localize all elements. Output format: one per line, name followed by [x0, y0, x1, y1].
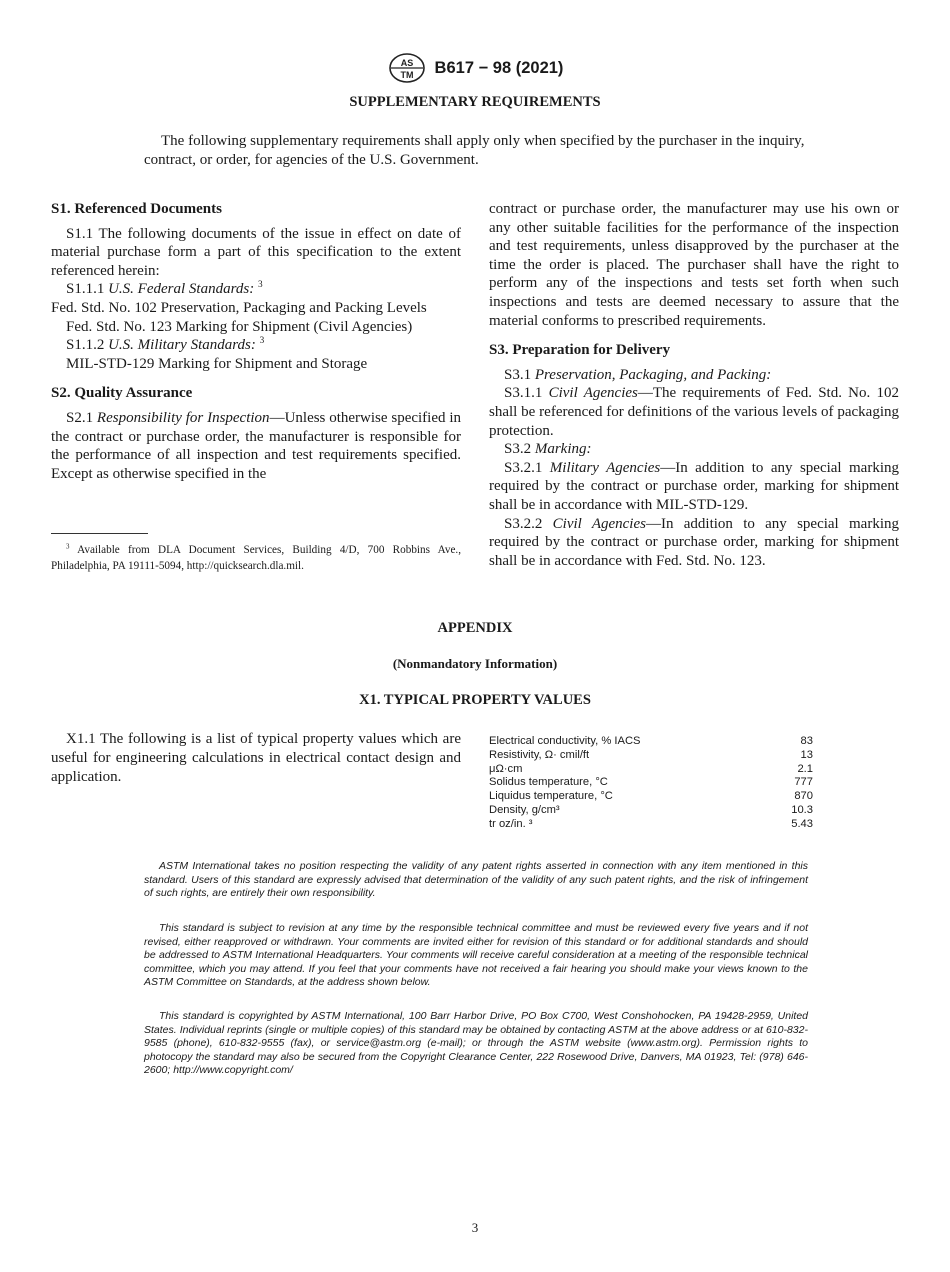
- property-label: Solidus temperature, °C: [489, 776, 608, 789]
- x1-1-paragraph: X1.1 The following is a list of typical property values which are useful for engineering calculations in electrical contact design and application.: [51, 731, 461, 785]
- s3-2-2-text: —In addition to any special marking required by the contract or purchase order, marking for shipment shall be in accordance with Fed. Std. No. 123.: [489, 515, 899, 569]
- s2-1-paragraph: [51, 409, 461, 483]
- mil-std-129: MIL-STD-129 Marking for Shipment and Storage: [66, 355, 368, 372]
- revision-notice-text: This standard is subject to revision at any time by the responsible technical committee and must be reviewed every five years and if not revised, either reapproved or withdrawn. Your comments are invited either for revision of this standard or for additional standards and should be addressed to ASTM International Headquarters. Your comments will receive careful consideration at a meeting of the responsible technical committee, which you may attend. If you feel that your comments have not received a fair hearing you should make your views known to the ASTM Committee on Standards, at the address shown below.: [144, 922, 808, 988]
- s3-2-1-paragraph: [489, 459, 899, 515]
- table-row: [489, 735, 815, 749]
- table-row: [489, 763, 815, 777]
- s3-2-2-paragraph: [489, 515, 899, 571]
- property-value: 5.43: [791, 817, 813, 830]
- patent-notice-text: ASTM International takes no position respecting the validity of any patent rights asserted in connection with any item mentioned in this standard. Users of this standard are expressly advised that determination of the validity of any such patent rights, and the risk of infringement of such rights, are entirely their own responsibility.: [144, 860, 808, 899]
- s3-2-1-text: —In addition to any special marking required by the contract or purchase order, marking for shipment shall be in accordance with MIL-STD-129.: [489, 459, 900, 513]
- fed-std-102: Fed. Std. No. 102 Preservation, Packaging and Packing Levels: [51, 299, 427, 316]
- property-value: 777: [794, 776, 813, 789]
- s3-1-paragraph: [489, 366, 899, 385]
- s3-2-number: S3.2: [504, 441, 532, 458]
- table-row: [489, 776, 815, 790]
- svg-text:TM: TM: [400, 70, 414, 80]
- s2-heading: S2. Quality Assurance: [51, 385, 193, 402]
- copyright-notice-text: This standard is copyrighted by ASTM International, 100 Barr Harbor Drive, PO Box C700, West Conshohocken, PA 19428-2959, United States. Individual reprints (single or multiple copies) of this standard may be obtained by contacting ASTM at the above address or at 610-832-9585 (phone), 610-832-9555 (fax), or service@astm.org (e-mail); or through the ASTM website (www.astm.org). Permission rights to photocopy the standard may also be secured from the Copyright Clearance Center, 222 Rosewood Drive, Danvers, MA 01923, Tel: (978) 646-2600; http://www.copyright.com/: [144, 1010, 808, 1076]
- property-label: tr oz/in. ³: [489, 817, 533, 830]
- table-row: [489, 818, 815, 832]
- footnote-text: Available from DLA Document Services, Building 4/D, 700 Robbins Ave., Philadelphia, PA 19111-5094, http://quicksearch.dla.mil.: [51, 544, 461, 572]
- s3-2-title: Marking:: [534, 441, 592, 458]
- s1-1-1-number: S1.1.1: [66, 281, 105, 298]
- supplementary-intro: The following supplementary requirements shall apply only when specified by the purchaser in the inquiry, contract, or order, for agencies of the U.S. Government.: [144, 133, 805, 168]
- s3-1-1-number: S3.1.1: [504, 385, 543, 402]
- table-row: [489, 749, 815, 763]
- x1-heading: X1. TYPICAL PROPERTY VALUES: [359, 692, 591, 708]
- footnote-divider: [51, 533, 148, 534]
- s2-1-text: —Unless otherwise specified in the contract or purchase order, the manufacturer is responsible for the performance of all inspection and test requirements specified. Except as otherwise specified in the: [51, 409, 461, 482]
- property-value: 10.3: [791, 803, 813, 816]
- s3-1-number: S3.1: [504, 366, 532, 383]
- s1-heading: S1. Referenced Documents: [51, 201, 222, 217]
- s3-1-title: Preservation, Packaging, and Packing:: [534, 366, 772, 383]
- s1-1-2-number: S1.1.2: [66, 337, 105, 354]
- property-label: μΩ·cm: [489, 762, 523, 775]
- left-column: [51, 200, 461, 483]
- fed-std-123: Fed. Std. No. 123 Marking for Shipment (Civil Agencies): [66, 318, 413, 335]
- s2-1-title: Responsibility for Inspection: [96, 409, 270, 426]
- property-table: [489, 735, 815, 832]
- s3-2-2-number: S3.2.2: [504, 515, 543, 532]
- footnote-mark: 3: [66, 542, 70, 551]
- s2-1-number: S2.1: [66, 409, 94, 426]
- table-row: [489, 804, 815, 818]
- footnote-ref: 3: [259, 336, 265, 347]
- svg-text:AS: AS: [400, 58, 413, 68]
- supplementary-title: SUPPLEMENTARY REQUIREMENTS: [349, 94, 601, 110]
- property-label: Liquidus temperature, °C: [489, 790, 613, 803]
- property-value: 870: [794, 790, 813, 803]
- property-label: Density, g/cm³: [489, 803, 560, 816]
- patent-notice: [144, 860, 808, 901]
- property-label: Electrical conductivity, % IACS: [489, 735, 641, 747]
- astm-logo-icon: [387, 52, 427, 84]
- standard-designation: B617 − 98 (2021): [434, 58, 564, 77]
- page-number: 3: [471, 1220, 479, 1235]
- s2-1-continuation: contract or purchase order, the manufacturer may use his own or any other suitable facilities for the performance of the inspection and test requirements, unless disapproved by the purchaser at the time the order is placed. The purchaser shall have the right to perform any of the inspections and tests set forth when such inspections and tests are deemed necessary to assure that the material conforms to prescribed requirements.: [489, 201, 899, 329]
- copyright-notice: [144, 1010, 808, 1078]
- property-value: 83: [800, 735, 813, 747]
- s3-2-1-number: S3.2.1: [504, 459, 543, 476]
- table-row: [489, 790, 815, 804]
- footnote-ref: 3: [257, 280, 263, 291]
- s3-1-1-text: —The requirements of Fed. Std. No. 102 shall be referenced for definitions of the various levels of packaging protection.: [489, 385, 900, 439]
- right-column: [489, 200, 899, 570]
- s1-1-paragraph: S1.1 The following documents of the issue in effect on date of material purchase form a part of this specification to the extent referenced herein:: [51, 225, 461, 279]
- s3-1-1-paragraph: [489, 384, 899, 440]
- footnote: [51, 543, 461, 574]
- s1-1-2-paragraph: [51, 336, 461, 355]
- appendix-subtitle: (Nonmandatory Information): [392, 656, 558, 671]
- property-value: 2.1: [797, 762, 813, 775]
- revision-notice: [144, 922, 808, 990]
- property-label: Resistivity, Ω· cmil/ft: [489, 748, 590, 761]
- s3-2-paragraph: [489, 440, 899, 459]
- s3-heading: S3. Preparation for Delivery: [489, 342, 671, 359]
- s1-1-1-paragraph: [51, 280, 461, 299]
- property-value: 13: [800, 748, 813, 761]
- appendix-title: APPENDIX: [437, 620, 513, 636]
- page-header: [0, 52, 950, 84]
- s3-2-1-title: Military Agencies: [549, 459, 661, 476]
- s3-1-1-title: Civil Agencies: [548, 385, 638, 402]
- s3-2-2-title: Civil Agencies: [552, 515, 646, 532]
- s1-1-2-title: U.S. Military Standards:: [108, 337, 256, 354]
- s1-1-1-title: U.S. Federal Standards:: [108, 281, 255, 298]
